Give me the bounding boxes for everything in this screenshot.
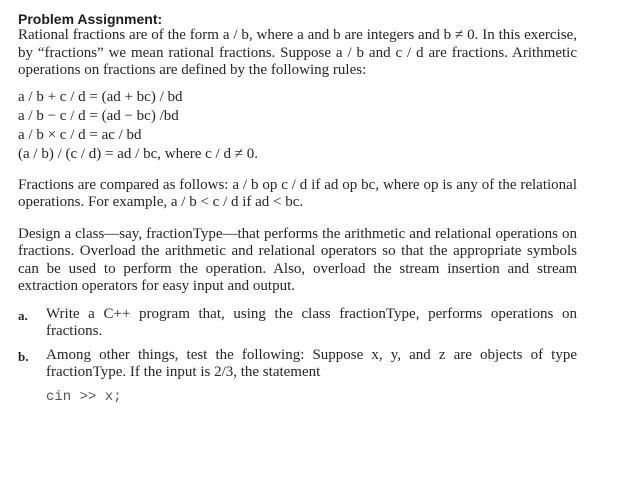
intro-paragraph: Rational fractions are of the form a / b, where a and b are integers and b ≠ 0. In this exercise, by “fractions” we mean rational fractions. Suppose a / b and c / d are fractions. Arithmetic operations on fractions are defined by the following rules: xyxy=(18,27,577,78)
task-text: Write a C++ program that, using the class fractionType, performs operations on fractions. xyxy=(46,305,577,339)
formula-subtraction: a / b − c / d = (ad − bc) /bd xyxy=(18,107,179,124)
formula-multiplication: a / b × c / d = ac / bd xyxy=(18,126,142,143)
comparison-paragraph: Fractions are compared as follows: a / b op c / d if ad op bc, where op is any of the relational operations. For example, a / b < c / d if ad < bc. xyxy=(18,176,577,210)
task-text: Among other things, test the following: Suppose x, y, and z are objects of type fractionType. If the input is 2/3, the statement xyxy=(46,346,577,380)
formula-list xyxy=(18,88,577,164)
formula-division: (a / b) / (c / d) = ad / bc, where c / d ≠ 0. xyxy=(18,145,258,162)
design-paragraph: Design a class—say, fractionType—that performs the arithmetic and relational operations on fractions. Overload the arithmetic and relational operators so that the appropriate symbols can be used to perform the operation. Also, overload the stream insertion and stream extraction operators for easy input and output. xyxy=(18,225,577,294)
task-item-b xyxy=(18,347,577,382)
task-list xyxy=(18,306,577,382)
assignment-title: Problem Assignment: xyxy=(18,11,163,27)
task-marker: a. xyxy=(18,307,28,323)
formula-addition: a / b + c / d = (ad + bc) / bd xyxy=(18,88,183,105)
task-marker: b. xyxy=(18,348,29,364)
task-item-a xyxy=(18,306,577,341)
cutoff-code-line: cin >> x; xyxy=(46,388,122,405)
